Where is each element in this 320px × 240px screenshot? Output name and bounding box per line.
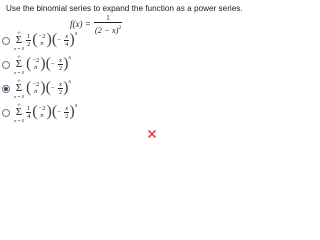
leading-coefficient: 1 4 (27, 104, 31, 120)
exponent: n (68, 80, 71, 85)
sigma-icon: Σ (15, 58, 23, 70)
function-exponent: 2 (118, 25, 122, 31)
x-fraction: $\frac{x}{2}$ (58, 56, 63, 72)
exponent: n (68, 56, 71, 61)
series-term: 1 4 ( −2 n ) ( − $\frac{x}{2}$ ) n (27, 103, 78, 120)
sigma-icon: Σ (15, 34, 23, 46)
binomial-coefficient: −2 n (32, 57, 40, 71)
sum-lower-limit: n = 0 (14, 46, 24, 51)
sigma-icon: Σ (15, 82, 23, 94)
radio-button-selected[interactable] (2, 85, 10, 93)
summation-symbol: ∞ Σ n = 0 (12, 78, 26, 100)
x-fraction: $\frac{x}{2}$ (65, 104, 69, 120)
exponent: n (74, 32, 78, 37)
summation-symbol: ∞ Σ n = 0 (12, 54, 26, 76)
summation-symbol (12, 30, 26, 52)
series-term: ( −2 n ) ( − $\frac{x}{2}$ ) n (26, 79, 71, 96)
function-lhs: f(x) = (70, 19, 91, 30)
radio-button[interactable] (2, 109, 10, 117)
radio-button[interactable] (2, 37, 10, 45)
exponent: n (74, 104, 78, 109)
answer-choice-4[interactable] (2, 102, 112, 126)
x-fraction: $\frac{x}{2}$ (58, 80, 63, 96)
radio-button[interactable] (2, 61, 10, 69)
answer-choice-2[interactable] (2, 54, 112, 78)
x-fraction: $\frac{x}{4}$ (65, 32, 69, 48)
function-denominator-base: (2 − x) (94, 24, 119, 35)
function-numerator: 1 (106, 14, 110, 22)
summation-symbol: ∞ Σ n = 0 (12, 102, 26, 124)
binomial-coefficient: −2 n (38, 33, 46, 47)
binomial-coefficient: −2 n (32, 81, 40, 95)
binomial-coefficient: −2 n (38, 105, 46, 119)
question-instruction: Use the binomial series to expand the function as a power series. (6, 4, 243, 13)
series-term: 1 2 ( −2 n ) ( − $\frac{x}{4}$ ) n (27, 31, 78, 48)
series-term: ( −2 n ) ( − $\frac{x}{2}$ ) n (26, 55, 71, 72)
x-mark-icon (148, 130, 156, 138)
answer-choice-1[interactable] (2, 30, 112, 54)
sigma-icon: Σ (15, 106, 23, 118)
leading-coefficient: 1 2 (27, 32, 31, 48)
answer-choice-3[interactable] (2, 78, 112, 102)
sum-upper-limit: ∞ (17, 30, 21, 35)
